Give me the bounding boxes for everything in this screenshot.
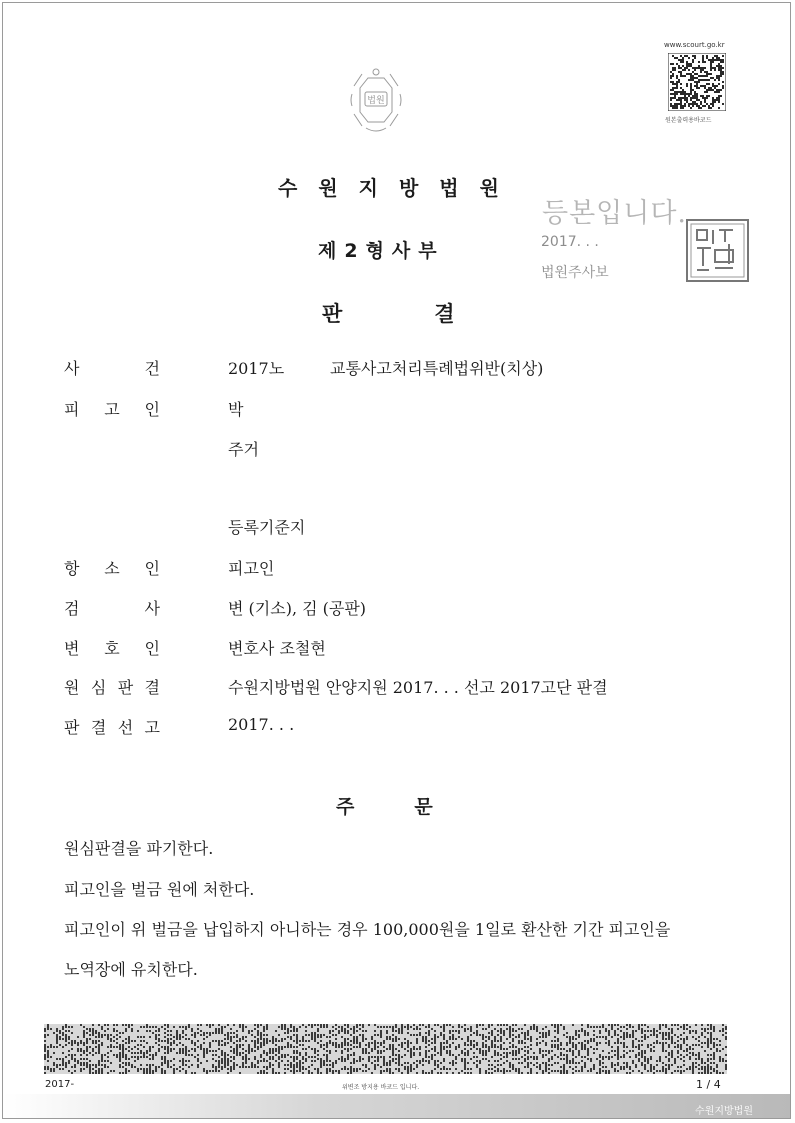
label-counsel: 변 호 인 [64,639,160,658]
page-number: 1 / 4 [696,1078,721,1091]
bottom-band [3,1094,790,1118]
anti-forgery-barcode-icon [44,1024,727,1074]
value-registration: 등록기준지 [228,518,306,537]
qr-code-icon [668,53,726,111]
stamp-clerk: 법원주사보 [541,265,609,281]
value-appellant: 피고인 [228,559,275,578]
court-seal-icon [350,64,402,134]
order-line-1: 원심판결을 파기한다. [64,839,214,858]
clerk-seal-icon [685,218,750,283]
value-address: 주거 [228,440,259,459]
value-defendant: 박 [228,400,244,419]
document-title: 판결 [322,302,547,326]
footer-case-number: 2017- [45,1079,75,1090]
value-counsel: 변호사 조철현 [228,639,326,658]
label-sentencing-date: 판 결 선 고 [64,718,160,737]
order-line-4: 노역장에 유치한다. [64,960,198,979]
division-title: 제2형사부 [318,240,445,262]
value-prosecutor: 변 (기소), 김 (공판) [228,599,367,618]
value-case-name: 교통사고처리특례법위반(치상) [330,359,544,378]
label-original-judgment: 원 심 판 결 [64,678,160,697]
certified-copy-stamp: 등본입니다. [542,198,687,229]
court-url: www.scourt.go.kr [664,41,725,49]
order-line-3: 피고인이 위 벌금을 납입하지 아니하는 경우 100,000원을 1일로 환산한 기간 피고인을 [64,920,671,939]
court-name-title: 수원지방법원 [278,176,520,200]
qr-caption: 원본출력용바코드 [665,117,712,124]
value-original-judgment: 수원지방법원 안양지원 2017. . . 선고 2017고단 판결 [228,678,608,697]
order-line-2: 피고인을 벌금 원에 처한다. [64,880,255,899]
order-title: 주문 [336,796,493,818]
seal-text: 법원 [367,96,385,106]
value-case-number: 2017노 [228,359,285,378]
stamp-date: 2017. . . [541,234,599,250]
court-band-label: 수원지방법원 [695,1106,753,1117]
value-sentencing-date: 2017. . . [228,715,295,734]
label-case: 사 건 [64,359,160,378]
barcode-caption: 위변조 방지용 바코드 입니다. [342,1084,420,1091]
label-appellant: 항 소 인 [64,559,160,578]
label-prosecutor: 검 사 [64,599,160,618]
label-defendant: 피 고 인 [64,400,160,419]
